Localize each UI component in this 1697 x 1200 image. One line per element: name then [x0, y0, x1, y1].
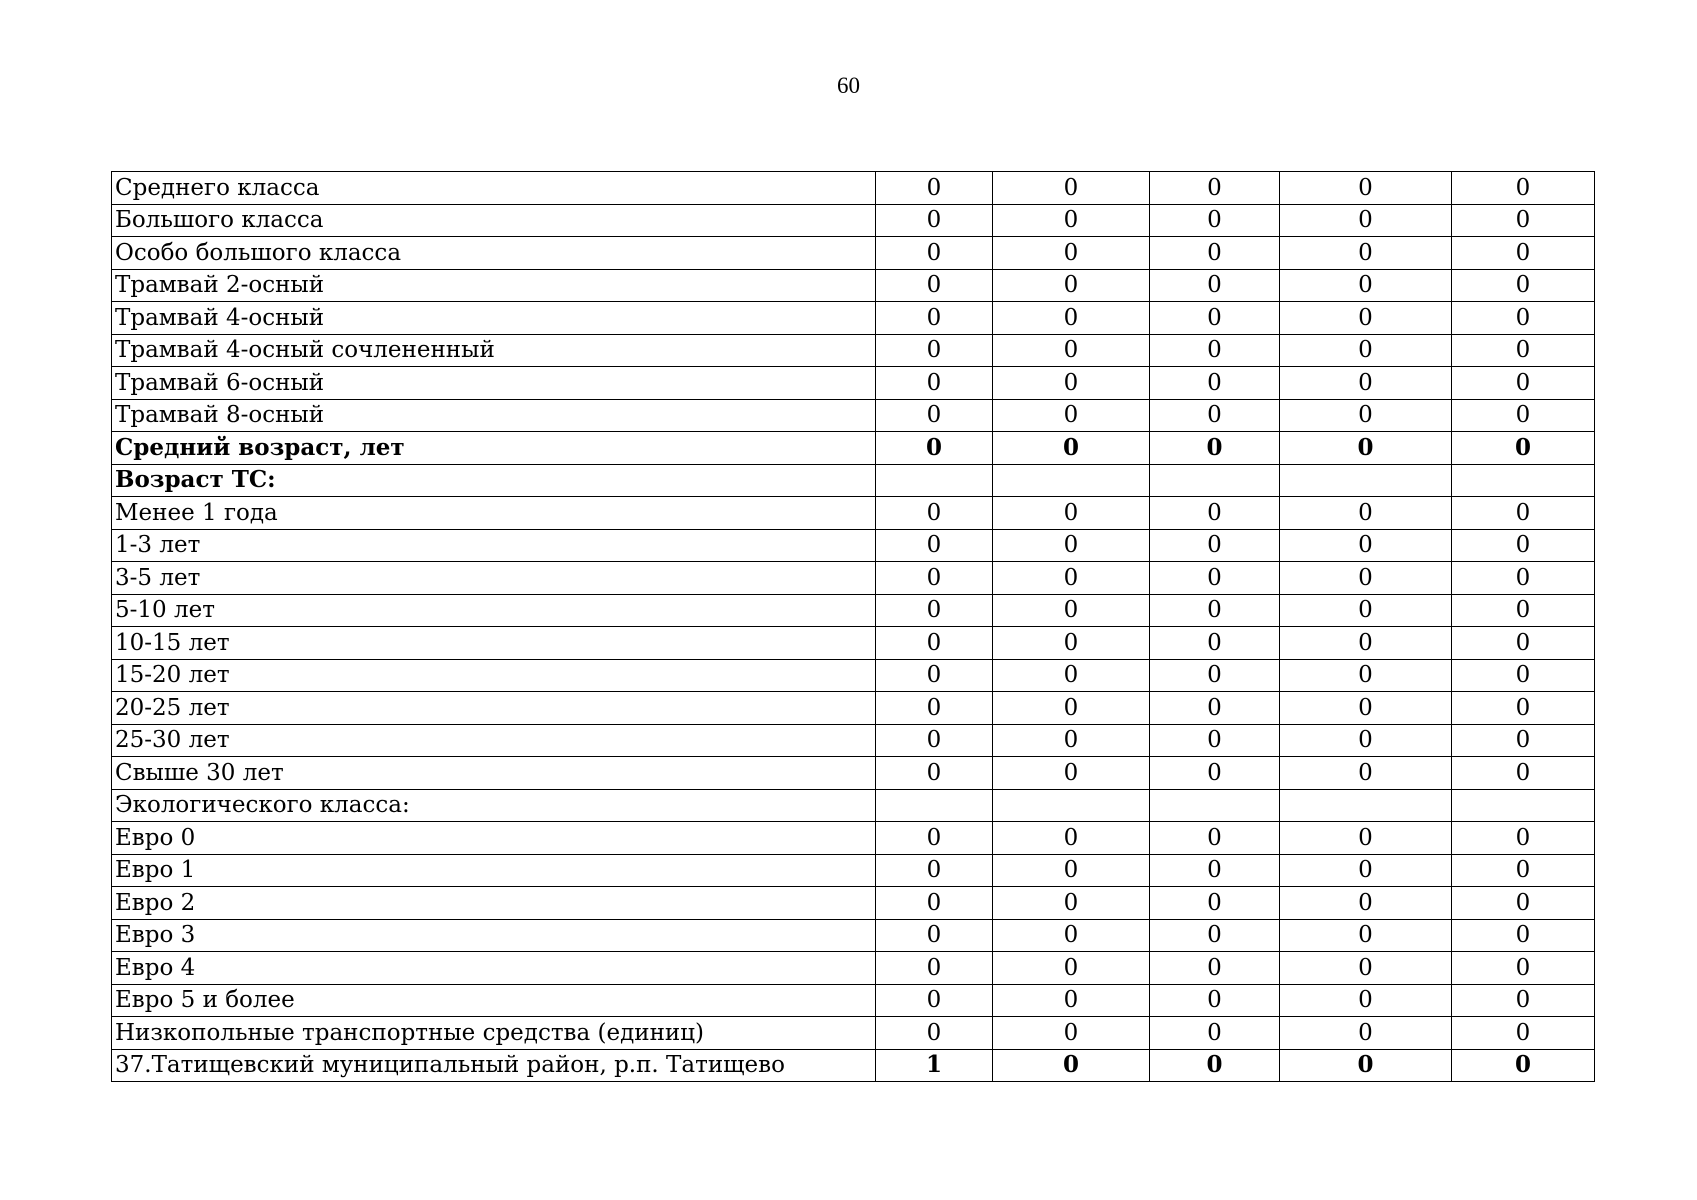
value-cell: 0 — [1280, 269, 1452, 302]
row-label: Менее 1 года — [112, 497, 876, 530]
value-cell: 0 — [1150, 822, 1280, 855]
value-cell: 0 — [1150, 172, 1280, 205]
value-cell: 0 — [876, 757, 993, 790]
value-cell: 0 — [1150, 399, 1280, 432]
row-label: Евро 0 — [112, 822, 876, 855]
row-label: Трамвай 6-осный — [112, 367, 876, 400]
value-cell: 0 — [1280, 659, 1452, 692]
table-row — [112, 757, 1595, 790]
value-cell — [1150, 789, 1280, 822]
value-cell: 0 — [1452, 724, 1595, 757]
value-cell: 0 — [993, 854, 1150, 887]
value-cell: 0 — [1150, 984, 1280, 1017]
row-label: Евро 2 — [112, 887, 876, 920]
value-cell: 0 — [1150, 692, 1280, 725]
table-row — [112, 172, 1595, 205]
value-cell: 0 — [993, 204, 1150, 237]
value-cell: 1 — [876, 1049, 993, 1082]
row-label: Трамвай 4-осный — [112, 302, 876, 335]
value-cell: 0 — [993, 1049, 1150, 1082]
value-cell: 0 — [1150, 334, 1280, 367]
row-label: Трамвай 4-осный сочлененный — [112, 334, 876, 367]
value-cell: 0 — [1280, 984, 1452, 1017]
value-cell: 0 — [1452, 952, 1595, 985]
value-cell: 0 — [876, 204, 993, 237]
value-cell: 0 — [1280, 627, 1452, 660]
value-cell: 0 — [1280, 724, 1452, 757]
value-cell: 0 — [876, 302, 993, 335]
value-cell: 0 — [1150, 952, 1280, 985]
value-cell: 0 — [993, 887, 1150, 920]
value-cell: 0 — [1452, 854, 1595, 887]
value-cell: 0 — [1452, 399, 1595, 432]
value-cell: 0 — [993, 237, 1150, 270]
value-cell — [1452, 789, 1595, 822]
page-number: 60 — [837, 73, 860, 98]
row-label: 20-25 лет — [112, 692, 876, 725]
value-cell: 0 — [876, 562, 993, 595]
value-cell: 0 — [876, 172, 993, 205]
value-cell: 0 — [993, 399, 1150, 432]
row-label: 37.Татищевский муниципальный район, р.п. Татищево — [112, 1049, 876, 1082]
table-row — [112, 1049, 1595, 1082]
value-cell: 0 — [1452, 432, 1595, 465]
value-cell: 0 — [993, 432, 1150, 465]
value-cell: 0 — [876, 724, 993, 757]
table-row — [112, 237, 1595, 270]
table-row — [112, 952, 1595, 985]
row-label: Трамвай 2-осный — [112, 269, 876, 302]
value-cell: 0 — [1150, 724, 1280, 757]
row-label: 15-20 лет — [112, 659, 876, 692]
value-cell: 0 — [876, 497, 993, 530]
value-cell: 0 — [876, 432, 993, 465]
row-label: 25-30 лет — [112, 724, 876, 757]
value-cell: 0 — [876, 984, 993, 1017]
value-cell: 0 — [1452, 594, 1595, 627]
row-label: Экологического класса: — [112, 789, 876, 822]
value-cell: 0 — [993, 1017, 1150, 1050]
value-cell: 0 — [1280, 302, 1452, 335]
value-cell: 0 — [1452, 627, 1595, 660]
value-cell: 0 — [1280, 854, 1452, 887]
value-cell: 0 — [1280, 1049, 1452, 1082]
value-cell: 0 — [876, 822, 993, 855]
value-cell: 0 — [993, 952, 1150, 985]
value-cell: 0 — [1280, 887, 1452, 920]
value-cell: 0 — [993, 724, 1150, 757]
value-cell: 0 — [993, 919, 1150, 952]
value-cell: 0 — [1150, 887, 1280, 920]
value-cell: 0 — [1150, 627, 1280, 660]
value-cell: 0 — [876, 529, 993, 562]
value-cell: 0 — [993, 367, 1150, 400]
value-cell: 0 — [1280, 367, 1452, 400]
value-cell: 0 — [1452, 1017, 1595, 1050]
table-row — [112, 854, 1595, 887]
value-cell: 0 — [1150, 659, 1280, 692]
value-cell: 0 — [876, 237, 993, 270]
row-label: Свыше 30 лет — [112, 757, 876, 790]
value-cell: 0 — [1150, 529, 1280, 562]
value-cell: 0 — [1452, 334, 1595, 367]
row-label: Евро 3 — [112, 919, 876, 952]
value-cell: 0 — [993, 302, 1150, 335]
table-row — [112, 334, 1595, 367]
row-label: Особо большого класса — [112, 237, 876, 270]
value-cell: 0 — [1452, 659, 1595, 692]
value-cell — [1280, 464, 1452, 497]
value-cell: 0 — [1452, 302, 1595, 335]
table-row — [112, 529, 1595, 562]
value-cell: 0 — [1452, 367, 1595, 400]
value-cell: 0 — [1452, 172, 1595, 205]
value-cell: 0 — [1452, 562, 1595, 595]
value-cell: 0 — [1452, 757, 1595, 790]
table-row — [112, 1017, 1595, 1050]
table-row — [112, 724, 1595, 757]
data-table — [111, 171, 1595, 1082]
value-cell: 0 — [993, 757, 1150, 790]
value-cell: 0 — [876, 269, 993, 302]
table-row — [112, 367, 1595, 400]
value-cell: 0 — [876, 367, 993, 400]
row-label: 3-5 лет — [112, 562, 876, 595]
value-cell: 0 — [1452, 1049, 1595, 1082]
value-cell: 0 — [1150, 269, 1280, 302]
value-cell: 0 — [1150, 1049, 1280, 1082]
value-cell — [876, 464, 993, 497]
value-cell: 0 — [1280, 334, 1452, 367]
table-row — [112, 302, 1595, 335]
value-cell: 0 — [993, 562, 1150, 595]
table-row — [112, 789, 1595, 822]
value-cell: 0 — [1150, 302, 1280, 335]
value-cell: 0 — [1150, 432, 1280, 465]
row-label: Большого класса — [112, 204, 876, 237]
value-cell: 0 — [876, 952, 993, 985]
table-row — [112, 594, 1595, 627]
row-label: Евро 4 — [112, 952, 876, 985]
value-cell — [1452, 464, 1595, 497]
value-cell: 0 — [1280, 757, 1452, 790]
table-row — [112, 822, 1595, 855]
value-cell: 0 — [1150, 237, 1280, 270]
value-cell: 0 — [1280, 497, 1452, 530]
value-cell: 0 — [1280, 172, 1452, 205]
value-cell — [1280, 789, 1452, 822]
table-row — [112, 562, 1595, 595]
row-label: Средний возраст, лет — [112, 432, 876, 465]
row-label: 5-10 лет — [112, 594, 876, 627]
value-cell: 0 — [1150, 757, 1280, 790]
table-row — [112, 497, 1595, 530]
value-cell: 0 — [993, 497, 1150, 530]
table-row — [112, 887, 1595, 920]
value-cell: 0 — [1280, 399, 1452, 432]
value-cell — [993, 464, 1150, 497]
row-label: Среднего класса — [112, 172, 876, 205]
value-cell: 0 — [1452, 497, 1595, 530]
row-label: Возраст ТС: — [112, 464, 876, 497]
value-cell: 0 — [1280, 952, 1452, 985]
value-cell: 0 — [1280, 562, 1452, 595]
table-row — [112, 919, 1595, 952]
table-row — [112, 269, 1595, 302]
value-cell: 0 — [993, 594, 1150, 627]
value-cell — [993, 789, 1150, 822]
value-cell: 0 — [876, 854, 993, 887]
table-row — [112, 432, 1595, 465]
value-cell: 0 — [876, 1017, 993, 1050]
value-cell: 0 — [1150, 204, 1280, 237]
value-cell: 0 — [1452, 237, 1595, 270]
value-cell — [876, 789, 993, 822]
table-row — [112, 692, 1595, 725]
value-cell: 0 — [1452, 887, 1595, 920]
value-cell: 0 — [1452, 269, 1595, 302]
value-cell — [1150, 464, 1280, 497]
value-cell: 0 — [876, 919, 993, 952]
value-cell: 0 — [1280, 529, 1452, 562]
value-cell: 0 — [993, 172, 1150, 205]
value-cell: 0 — [993, 692, 1150, 725]
value-cell: 0 — [993, 269, 1150, 302]
value-cell: 0 — [1452, 822, 1595, 855]
value-cell: 0 — [1452, 984, 1595, 1017]
value-cell: 0 — [1280, 237, 1452, 270]
value-cell: 0 — [993, 822, 1150, 855]
value-cell: 0 — [1452, 204, 1595, 237]
value-cell: 0 — [1150, 854, 1280, 887]
value-cell: 0 — [1452, 529, 1595, 562]
row-label: Трамвай 8-осный — [112, 399, 876, 432]
table-row — [112, 659, 1595, 692]
value-cell: 0 — [876, 594, 993, 627]
value-cell: 0 — [1150, 367, 1280, 400]
row-label: Евро 1 — [112, 854, 876, 887]
value-cell: 0 — [1280, 919, 1452, 952]
value-cell: 0 — [1280, 204, 1452, 237]
value-cell: 0 — [993, 984, 1150, 1017]
value-cell: 0 — [1150, 497, 1280, 530]
value-cell: 0 — [1280, 594, 1452, 627]
table-row — [112, 984, 1595, 1017]
value-cell: 0 — [1280, 692, 1452, 725]
value-cell: 0 — [1452, 919, 1595, 952]
value-cell: 0 — [1150, 594, 1280, 627]
row-label: 10-15 лет — [112, 627, 876, 660]
row-label: Низкопольные транспортные средства (единиц) — [112, 1017, 876, 1050]
value-cell: 0 — [1150, 919, 1280, 952]
value-cell: 0 — [993, 659, 1150, 692]
value-cell: 0 — [993, 529, 1150, 562]
value-cell: 0 — [993, 627, 1150, 660]
table-row — [112, 627, 1595, 660]
value-cell: 0 — [1280, 1017, 1452, 1050]
row-label: 1-3 лет — [112, 529, 876, 562]
value-cell: 0 — [1150, 1017, 1280, 1050]
value-cell: 0 — [1150, 562, 1280, 595]
value-cell: 0 — [1280, 822, 1452, 855]
value-cell: 0 — [876, 334, 993, 367]
table-row — [112, 204, 1595, 237]
value-cell: 0 — [876, 399, 993, 432]
table-body — [112, 172, 1595, 1082]
row-label: Евро 5 и более — [112, 984, 876, 1017]
table-row — [112, 399, 1595, 432]
value-cell: 0 — [876, 627, 993, 660]
table-row — [112, 464, 1595, 497]
value-cell: 0 — [993, 334, 1150, 367]
value-cell: 0 — [876, 887, 993, 920]
value-cell: 0 — [876, 692, 993, 725]
value-cell: 0 — [876, 659, 993, 692]
value-cell: 0 — [1452, 692, 1595, 725]
value-cell: 0 — [1280, 432, 1452, 465]
